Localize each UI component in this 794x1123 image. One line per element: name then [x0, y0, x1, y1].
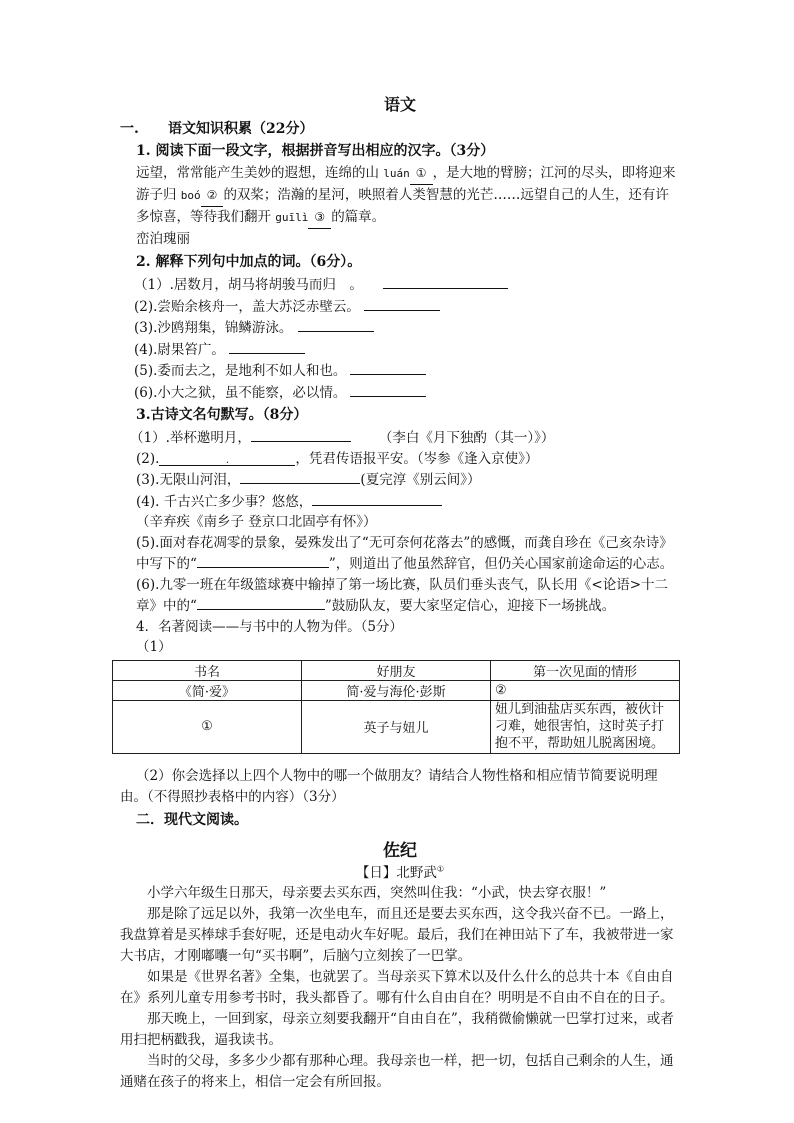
question-2-heading: 2. 解释下列句中加点的词。（6分）。 [136, 254, 362, 270]
question-2-item [134, 382, 680, 404]
item-text: （1）.居数月，胡马将胡骏马而归 。 [134, 277, 363, 293]
pinyin: boó [180, 189, 201, 202]
item-text: (4). 千古兴亡多少事？悠悠， [136, 493, 313, 510]
item-text: (3).沙鸥翔集，锦鳞游泳。 [134, 320, 293, 336]
question-1-passage [136, 163, 680, 229]
question-3-item [130, 427, 680, 449]
answer-line [298, 317, 374, 332]
essay-paragraph: 当时的父母，多多少少都有那种心理。我母亲也一样，把一切，包括自己剩余的人生，通通赌在孩子的将来上，相信一定会有所回报。 [120, 1052, 674, 1090]
item-text: (2).尝贻余核舟一，盖大苏泛赤壁云。 [134, 298, 360, 315]
essay-paragraph: 小学六年级生日那天，母亲要去买东西，突然叫住我：“小武，快去穿衣服！” [147, 884, 607, 901]
answer-line [350, 382, 426, 397]
question-3-heading: 3.古诗文名句默写。（8分） [136, 407, 308, 423]
section-number: 一. [120, 121, 139, 137]
document-body [120, 92, 680, 1093]
question-3-item [136, 575, 680, 617]
question-1-heading: 1. 阅读下面一段文字，根据拼音写出相应的汉字。（3分） [136, 143, 495, 159]
question-2-item [134, 360, 680, 382]
question-4-heading: 4．名著阅读——与书中的人物为伴。（5分） [136, 618, 403, 635]
pinyin: luán [383, 167, 410, 180]
section-heading-2: 二．现代文阅读。 [136, 811, 248, 828]
question-3-item [136, 491, 680, 533]
footnote-mark: ① [436, 864, 445, 873]
table-header: 书名 [113, 660, 302, 680]
item-source: （辛弃疾《南乡子 登京口北固亭有怀》） [136, 514, 377, 530]
question-2-item [134, 339, 680, 361]
item-source: （李白《月下独酌（其一）》） [378, 430, 555, 446]
question-3-item [136, 533, 680, 575]
table-cell: 英子与妞儿 [302, 700, 491, 753]
passage-text: 的双桨；浩瀚的星河，映照着人类智慧的光芒……远望自己的人生，还有许多惊喜，等待我们翻开 [136, 187, 669, 225]
pinyin: guīlì [275, 211, 309, 224]
answer-line [364, 296, 440, 311]
table-header: 好朋友 [302, 660, 491, 680]
table-cell: ① [113, 700, 302, 753]
item-text: ”，则道出了他虽然辞官，但仍关心国家前途命运的心志。 [328, 556, 674, 572]
question-1-answer: 峦泊瑰丽 [136, 231, 190, 247]
answer-line [229, 339, 305, 354]
passage-text: 的篇章。 [331, 209, 386, 225]
item-text: (5).委而去之，是地利不如人和也。 [134, 363, 347, 379]
essay-paragraph: 那天晚上，一回到家，母亲立刻要我翻开“自由自在”，我稍微偷懒就一巴掌打过来，或者用扫把柄戳我，逼我读书。 [120, 1010, 674, 1048]
author-name: 【日】北野武 [355, 864, 437, 881]
books-table [112, 660, 680, 754]
item-text: (3).无限山河泪， [136, 472, 241, 488]
answer-line [383, 274, 508, 289]
item-text: (5).面对春花凋零的景象，晏殊发出了“无可奈何花落去”的感慨，而龚自珍在《己亥杂诗》中写下的“ [136, 534, 673, 572]
table-row [113, 680, 680, 700]
table-row [113, 700, 680, 753]
question-4-sub2: （2）你会选择以上四个人物中的哪一个做朋友？请结合人物性格和相应情节简要说明理由。（不得照抄表格中的内容）（3分） [120, 767, 658, 805]
question-4-sub1: （1） [136, 639, 172, 655]
answer-line [312, 491, 442, 506]
question-2-item [134, 296, 680, 318]
essay-paragraph: 那是除了远足以外，我第一次坐电车，而且还是要去买东西，这令我兴奋不已。一路上，我盘算着是买棒球手套好呢，还是电动火车好呢。最后，我们在神田站下了车，我被带进一家大书店，才刚嘟囔一句“买书啊”，后脑勺立刻挨了一巴掌。 [120, 905, 674, 964]
table-cell: 简·爱与海伦·彭斯 [302, 680, 491, 700]
page-title: 语文 [383, 95, 416, 114]
question-2-item [134, 317, 680, 339]
question-3-item [136, 449, 680, 470]
table-header: 第一次见面的情形 [491, 660, 680, 680]
item-text: （1）.举杯邀明月， [130, 430, 251, 446]
item-text: (4).尉果笞广。 [134, 341, 225, 358]
answer-line [350, 360, 426, 375]
question-2-item [134, 274, 680, 296]
table-cell: ② [491, 680, 680, 700]
item-text: (6).九零一班在年级篮球赛中输掉了第一场比赛，队员们垂头丧气，队长用《<论语>十二章》中的“ [136, 576, 669, 614]
item-source: (夏完淳《别云间》） [360, 472, 481, 488]
item-source: ，凭君传语报平安。（岑参《逢入京使》） [295, 450, 539, 467]
item-text: ”鼓励队友，要大家坚定信心，迎接下一场挑战。 [324, 598, 616, 614]
answer-blank-3: ③ [308, 207, 331, 229]
answer-line [251, 427, 351, 442]
question-3-item [136, 469, 680, 491]
item-text: (2). [136, 450, 160, 467]
table-cell: 妞儿到油盐店买东西，被伙计刁难，她很害怕，这时英子打抱不平，帮助妞儿脱离困境。 [491, 700, 680, 753]
answer-blank-2: ② [201, 185, 224, 207]
table-cell: 《简·爱》 [113, 680, 302, 700]
item-text: (6).小大之狱，虽不能察，必以情。 [134, 384, 347, 401]
answer-line [197, 595, 325, 610]
answer-line: . [159, 451, 295, 466]
passage-text: ，是大地的臂膀；江河的尽头，即将迎来游子归 [136, 165, 676, 203]
table-header-row [113, 660, 680, 680]
passage-text: 远望，常常能产生美妙的遐想，连绵的山 [136, 165, 384, 181]
essay-paragraph: 如果是《世界名著》全集，也就罢了。当母亲买下算术以及什么什么的总共十本《自由自在》系列儿童专用参考书时，我头都昏了。哪有什么自由自在？明明是不自由不自在的日子。 [120, 968, 674, 1006]
answer-line [197, 553, 329, 568]
answer-blank-1: ① [410, 163, 433, 185]
essay-author [120, 861, 680, 881]
section-heading-1 [120, 119, 680, 139]
essay-title: 佐纪 [383, 840, 417, 861]
section-label: 语文知识积累（22分） [168, 121, 314, 137]
answer-line [240, 469, 360, 484]
